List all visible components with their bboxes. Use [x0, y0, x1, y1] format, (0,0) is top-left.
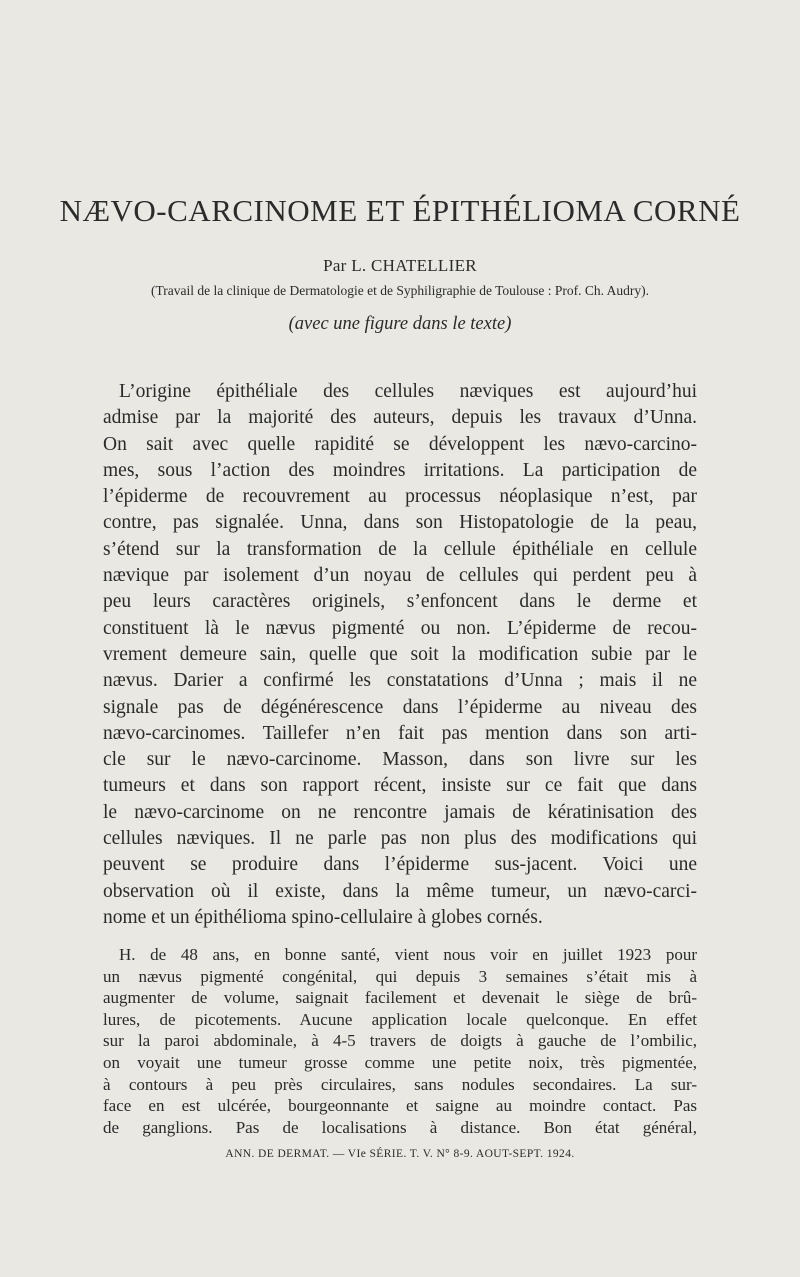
text-line: peuvent se produire dans l’épiderme sus-jacent. Voici une — [103, 854, 697, 876]
text-line: augmenter de volume, saignait facilement et devenait le siège de brû- — [103, 988, 697, 1008]
text-line: contre, pas signalée. Unna, dans son Histopatologie de la peau, — [103, 512, 697, 534]
journal-footer: ANN. DE DERMAT. — VIe SÉRIE. T. V. N° 8-9. AOUT-SEPT. 1924. — [225, 1148, 575, 1160]
text-line: lures, de picotements. Aucune application locale quelconque. En effet — [103, 1009, 697, 1029]
author-line: Par L. CHATELLIER — [323, 256, 477, 275]
text-line: admise par la majorité des auteurs, depuis les travaux d’Unna. — [103, 407, 697, 429]
text-line: nævus. Darier a confirmé les constatations d’Unna ; mais il ne — [103, 670, 697, 692]
text-line: mes, sous l’action des moindres irritations. La participation de — [103, 459, 697, 481]
text-line: sur la paroi abdominale, à 4-5 travers de doigts à gauche de l’ombilic, — [103, 1031, 697, 1051]
text-line: nome et un épithélioma spino-cellulaire à globes cornés. — [103, 906, 543, 928]
affiliation-line: (Travail de la clinique de Dermatologie et de Syphiligraphie de Toulouse : Prof. Ch. Audry). — [150, 283, 650, 298]
text-line: cle sur le nævo-carcinome. Masson, dans son livre sur les — [103, 749, 697, 771]
text-line: l’épiderme de recouvrement au processus néoplasique n’est, par — [103, 486, 697, 508]
text-line: peu leurs caractères originels, s’enfoncent dans le derme et — [103, 591, 697, 613]
text-line: constituent là le nævus pigmenté ou non. L’épiderme de recou- — [103, 617, 697, 639]
figure-note: (avec une figure dans le texte) — [288, 314, 512, 334]
text-line: cellules næviques. Il ne parle pas non plus des modifications qui — [103, 828, 697, 850]
text-line: nævique par isolement d’un noyau de cellules qui perdent peu à — [103, 565, 697, 587]
article-title: NÆVO-CARCINOME ET ÉPITHÉLIOMA CORNÉ — [59, 193, 741, 228]
text-line: un nævus pigmenté congénital, qui depuis 3 semaines s’était mis à — [103, 966, 697, 986]
text-line: s’étend sur la transformation de la cellule épithéliale en cellule — [103, 538, 697, 560]
text-line: à contours à peu près circulaires, sans nodules secondaires. La sur- — [103, 1074, 697, 1094]
text-line: face en est ulcérée, bourgeonnante et saigne au moindre contact. Pas — [103, 1096, 697, 1116]
text-line: L’origine épithéliale des cellules næviques est aujourd’hui — [119, 381, 697, 402]
text-line: vrement demeure sain, quelle que soit la modification subie par le — [103, 643, 697, 665]
paragraph-intro — [103, 379, 697, 931]
paragraph-case — [103, 944, 697, 1138]
text-line: on voyait une tumeur grosse comme une petite noix, très pigmentée, — [103, 1052, 697, 1072]
text-line: nævo-carcinomes. Taillefer n’en fait pas mention dans son arti- — [103, 722, 697, 744]
text-line: signale pas de dégénérescence dans l’épiderme au niveau des — [103, 696, 697, 718]
text-line: tumeurs et dans son rapport récent, insiste sur ce fait que dans — [103, 775, 697, 797]
text-line: H. de 48 ans, en bonne santé, vient nous voir en juillet 1923 pour — [119, 945, 697, 964]
text-line: On sait avec quelle rapidité se développent les nævo-carcino- — [103, 433, 697, 455]
text-line: le nævo-carcinome on ne rencontre jamais de kératinisation des — [103, 801, 697, 823]
text-line: observation où il existe, dans la même tumeur, un nævo-carci- — [103, 880, 697, 902]
text-line: de ganglions. Pas de localisations à distance. Bon état général, — [103, 1117, 697, 1137]
